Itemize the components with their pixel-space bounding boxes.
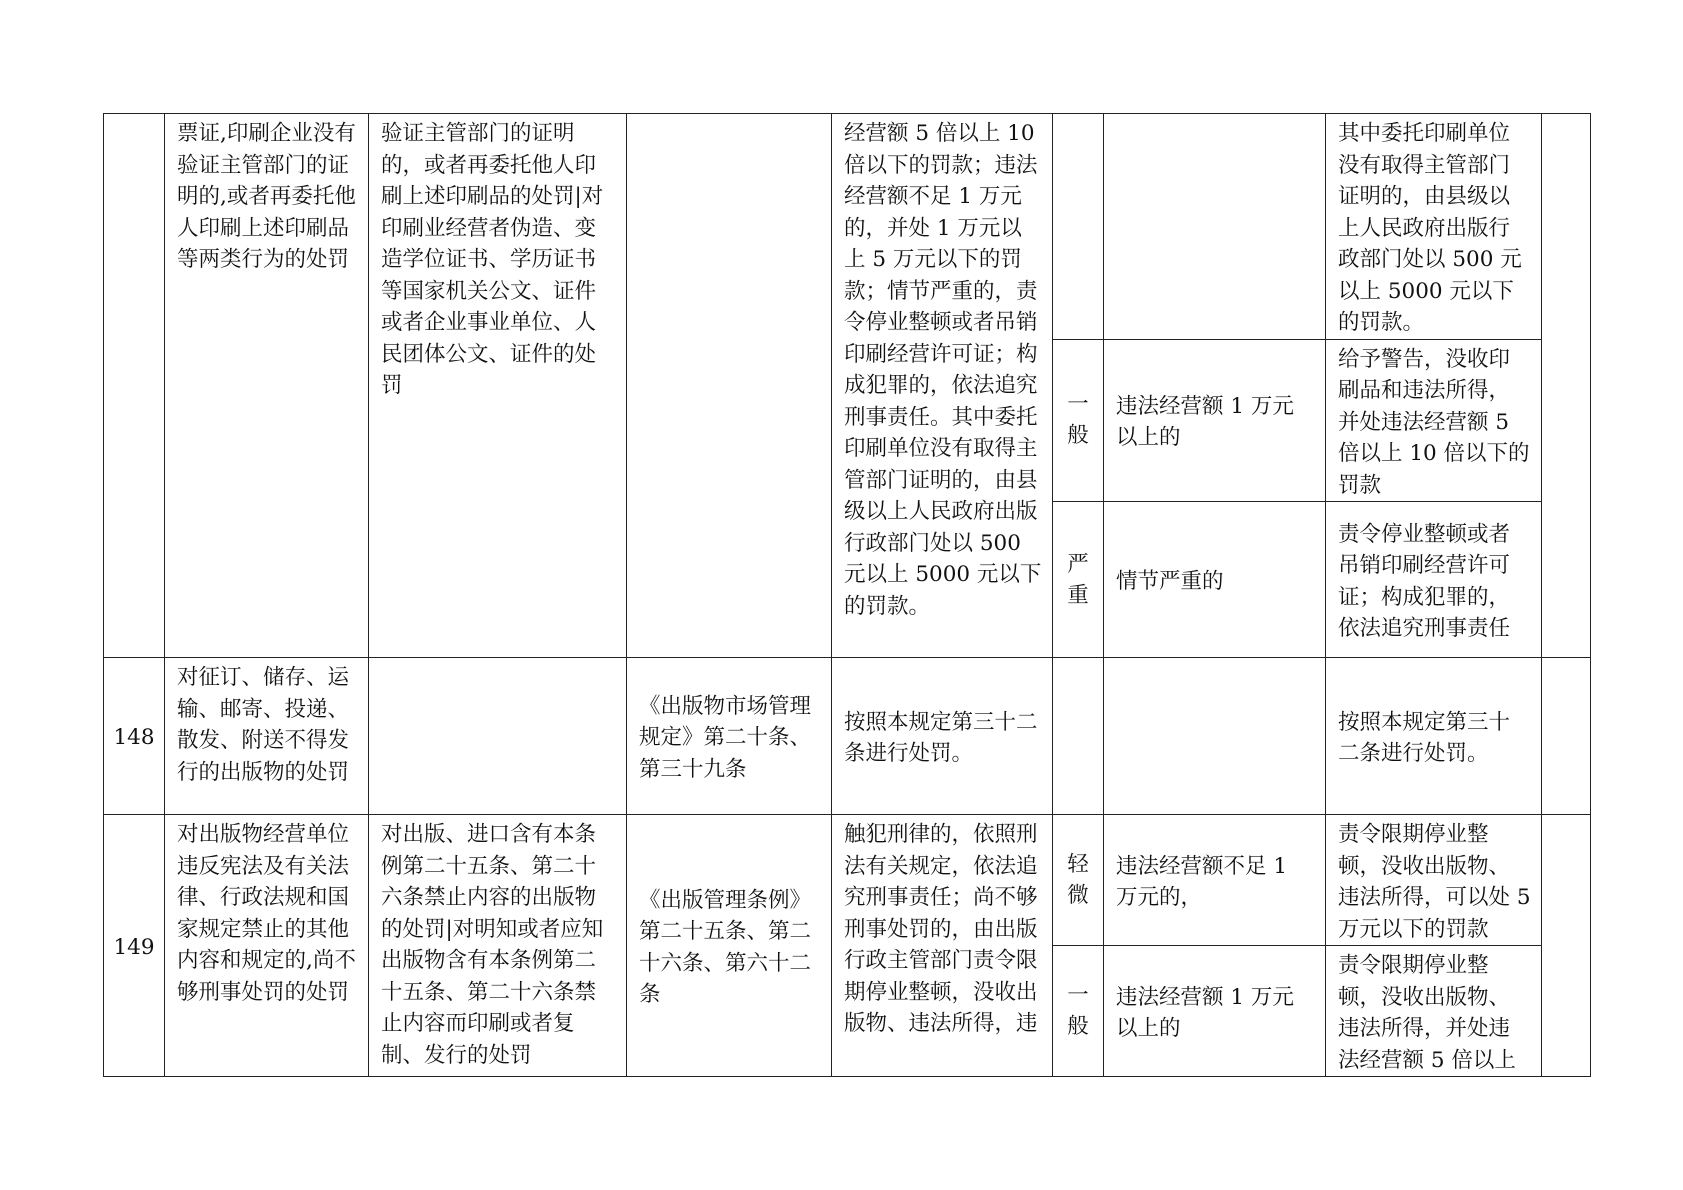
level-label [1055, 980, 1101, 1042]
penalty-provision-cell: 按照本规定第三十二条进行处罚。 [832, 658, 1053, 815]
penalty-provision-cell: 触犯刑律的，依照刑法有关规定，依法追究刑事责任；尚不够刑事处罚的，由出版行政主管部门责令限期停业整顿，没收出版物、违法所得，违 [832, 815, 1053, 1077]
level-char: 一 [1067, 983, 1089, 1008]
remark-cell [1542, 815, 1591, 1077]
level-char: 般 [1067, 1014, 1089, 1039]
standard-cell: 责令限期停业整顿，没收出版物、违法所得，并处违法经营额 5 倍以上 [1326, 946, 1542, 1077]
circumstance-cell [1104, 658, 1326, 815]
circumstance-cell: 情节严重的 [1104, 502, 1326, 658]
row-number-cell: 149 [104, 815, 165, 1077]
level-cell [1053, 114, 1104, 340]
item-name-cell: 对征订、储存、运输、邮寄、投递、散发、附送不得发行的出版物的处罚 [165, 658, 369, 815]
circumstance-cell: 违法经营额不足 1 万元的， [1104, 815, 1326, 946]
table-row [104, 658, 1591, 815]
remark-cell [1542, 114, 1591, 658]
level-label [1055, 389, 1101, 451]
level-cell [1053, 658, 1104, 815]
legal-basis-cell: 《出版物市场管理规定》第二十条、第三十九条 [627, 658, 832, 815]
standard-cell: 其中委托印刷单位没有取得主管部门证明的，由县级以上人民政府出版行政部门处以 500 元以上 5000 元以下的罚款。 [1326, 114, 1542, 340]
standard-cell: 责令停业整顿或者吊销印刷经营许可证；构成犯罪的，依法追究刑事责任 [1326, 502, 1542, 658]
level-char: 重 [1067, 582, 1089, 608]
level-label [1055, 549, 1101, 611]
circumstance-cell [1104, 114, 1326, 340]
level-char: 般 [1067, 423, 1089, 449]
circumstance-cell: 违法经营额 1 万元以上的 [1104, 946, 1326, 1077]
level-char: 微 [1067, 883, 1089, 908]
row-number-cell [104, 114, 165, 658]
table-row [104, 114, 1591, 340]
circumstance-cell: 违法经营额 1 万元以上的 [1104, 339, 1326, 502]
level-char: 一 [1067, 392, 1089, 418]
standard-cell: 责令限期停业整顿，没收出版物、违法所得，可以处 5 万元以下的罚款 [1326, 815, 1542, 946]
level-char: 严 [1067, 551, 1089, 577]
penalty-provision-cell: 经营额 5 倍以上 10 倍以下的罚款；违法经营额不足 1 万元的，并处 1 万元以上 5 万元以下的罚款；情节严重的，责令停业整顿或者吊销印刷经营许可证；构成犯罪的，依法追究刑事责任。其中委托印刷单位没有取得主管部门证明的，由县级以上人民政府出版行政部门处以 500 元以上 5000 元以下的罚款。 [832, 114, 1053, 658]
sub-item-cell: 验证主管部门的证明的，或者再委托他人印刷上述印刷品的处罚|对印刷业经营者伪造、变造学位证书、学历证书等国家机关公文、证件或者企业事业单位、人民团体公文、证件的处罚 [369, 114, 627, 658]
sub-item-cell: 对出版、进口含有本条例第二十五条、第二十六条禁止内容的出版物的处罚|对明知或者应知出版物含有本条例第二十五条、第二十六条禁止内容而印刷或者复制、发行的处罚 [369, 815, 627, 1077]
row-number-cell: 148 [104, 658, 165, 815]
remark-cell [1542, 658, 1591, 815]
legal-basis-cell: 《出版管理条例》第二十五条、第二十六条、第六十二条 [627, 815, 832, 1077]
standard-cell: 按照本规定第三十二条进行处罚。 [1326, 658, 1542, 815]
item-name-cell: 对出版物经营单位违反宪法及有关法律、行政法规和国家规定禁止的其他内容和规定的,尚不够刑事处罚的处罚 [165, 815, 369, 1077]
level-cell [1053, 339, 1104, 502]
level-label [1055, 849, 1101, 911]
level-char: 轻 [1067, 852, 1089, 877]
level-cell [1053, 815, 1104, 946]
item-name-cell: 票证,印刷企业没有验证主管部门的证明的,或者再委托他人印刷上述印刷品等两类行为的处罚 [165, 114, 369, 658]
standard-cell: 给予警告，没收印刷品和违法所得，并处违法经营额 5 倍以上 10 倍以下的罚款 [1326, 339, 1542, 502]
table-row [104, 815, 1591, 946]
legal-basis-cell [627, 114, 832, 658]
penalty-table [103, 113, 1591, 1077]
sub-item-cell [369, 658, 627, 815]
level-cell [1053, 946, 1104, 1077]
level-cell [1053, 502, 1104, 658]
